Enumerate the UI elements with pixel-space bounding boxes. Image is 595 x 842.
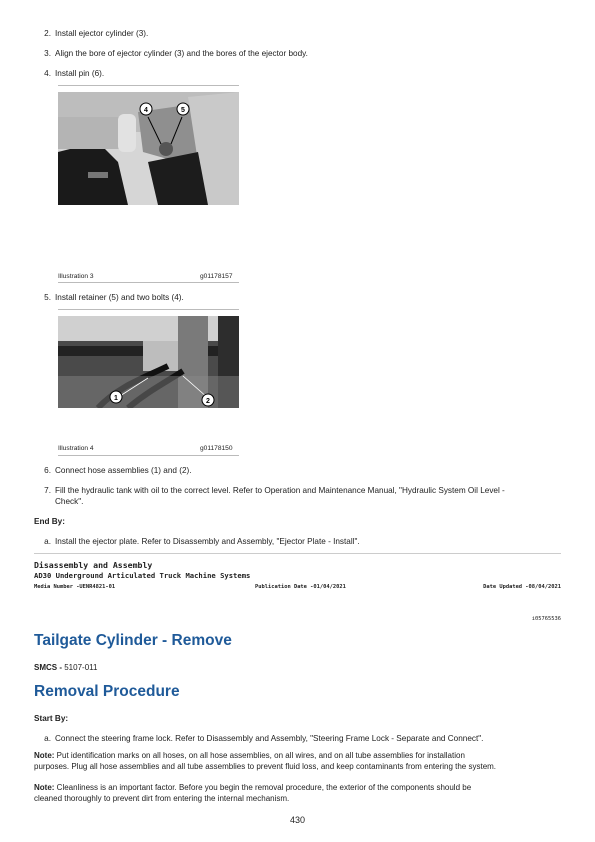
illustration-4-photo xyxy=(58,316,239,408)
step-6: 6. Connect hose assemblies (1) and (2). xyxy=(44,466,192,475)
illustration-4-label: Illustration 4 xyxy=(58,445,94,452)
media-number: Media Number -UENR4821-01 xyxy=(34,584,116,590)
note-1-continued: purposes. Plug all hose assemblies and all tube assemblies to prevent fluid loss, and keep contaminants from entering the system. xyxy=(34,762,497,771)
callout-5: 5 xyxy=(181,107,185,114)
step-5: 5. Install retainer (5) and two bolts (4). xyxy=(44,293,184,302)
section-title: Tailgate Cylinder - Remove xyxy=(34,632,232,649)
smcs: SMCS - 5107-011 xyxy=(34,663,98,672)
illustration-3-code: g01178157 xyxy=(200,273,233,280)
note-2-continued: cleaned thoroughly to prevent dirt from entering the internal mechanism. xyxy=(34,794,290,803)
divider xyxy=(58,282,239,283)
note-1: Note: Put identification marks on all hoses, on all hose assemblies, on all wires, and on all tube assemblies for installation xyxy=(34,751,465,760)
step-7: 7. Fill the hydraulic tank with oil to the correct level. Refer to Operation and Maintenance Manual, "Hydraulic System Oil Level - xyxy=(44,486,505,495)
page-number: 430 xyxy=(289,815,306,825)
start-by-item: a. Connect the steering frame lock. Refer to Disassembly and Assembly, "Steering Frame Lock - Separate and Connect". xyxy=(44,734,484,743)
start-by-heading: Start By: xyxy=(34,714,69,723)
date-updated: Date Updated -08/04/2021 xyxy=(483,584,561,590)
divider xyxy=(58,455,239,456)
illustration-3-photo xyxy=(58,92,239,205)
illustration-3-label: Illustration 3 xyxy=(58,273,94,280)
divider xyxy=(58,85,239,86)
divider xyxy=(58,309,239,310)
callout-4: 4 xyxy=(144,107,148,114)
step-4: 4. Install pin (6). xyxy=(44,69,105,78)
callout-2: 2 xyxy=(206,398,210,405)
section-divider xyxy=(34,553,561,554)
doc-title: Disassembly and Assembly xyxy=(34,560,153,570)
publication-date: Publication Date -01/04/2021 xyxy=(255,584,346,590)
end-by-item: a. Install the ejector plate. Refer to Disassembly and Assembly, "Ejector Plate - Install". xyxy=(44,537,360,546)
step-7-continued: Check". xyxy=(55,497,84,506)
note-2: Note: Cleanliness is an important factor. Before you begin the removal procedure, the exterior of the components should be xyxy=(34,783,472,792)
step-2: 2. Install ejector cylinder (3). xyxy=(44,29,149,38)
step-3: 3. Align the bore of ejector cylinder (3) and the bores of the ejector body. xyxy=(44,49,308,58)
document-id: i05765536 xyxy=(531,616,561,622)
end-by-heading: End By: xyxy=(34,517,65,526)
doc-subtitle: AD30 Underground Articulated Truck Machine Systems xyxy=(34,571,251,580)
callout-1: 1 xyxy=(114,395,118,402)
procedure-title: Removal Procedure xyxy=(34,683,180,700)
illustration-4-code: g01178150 xyxy=(200,445,233,452)
